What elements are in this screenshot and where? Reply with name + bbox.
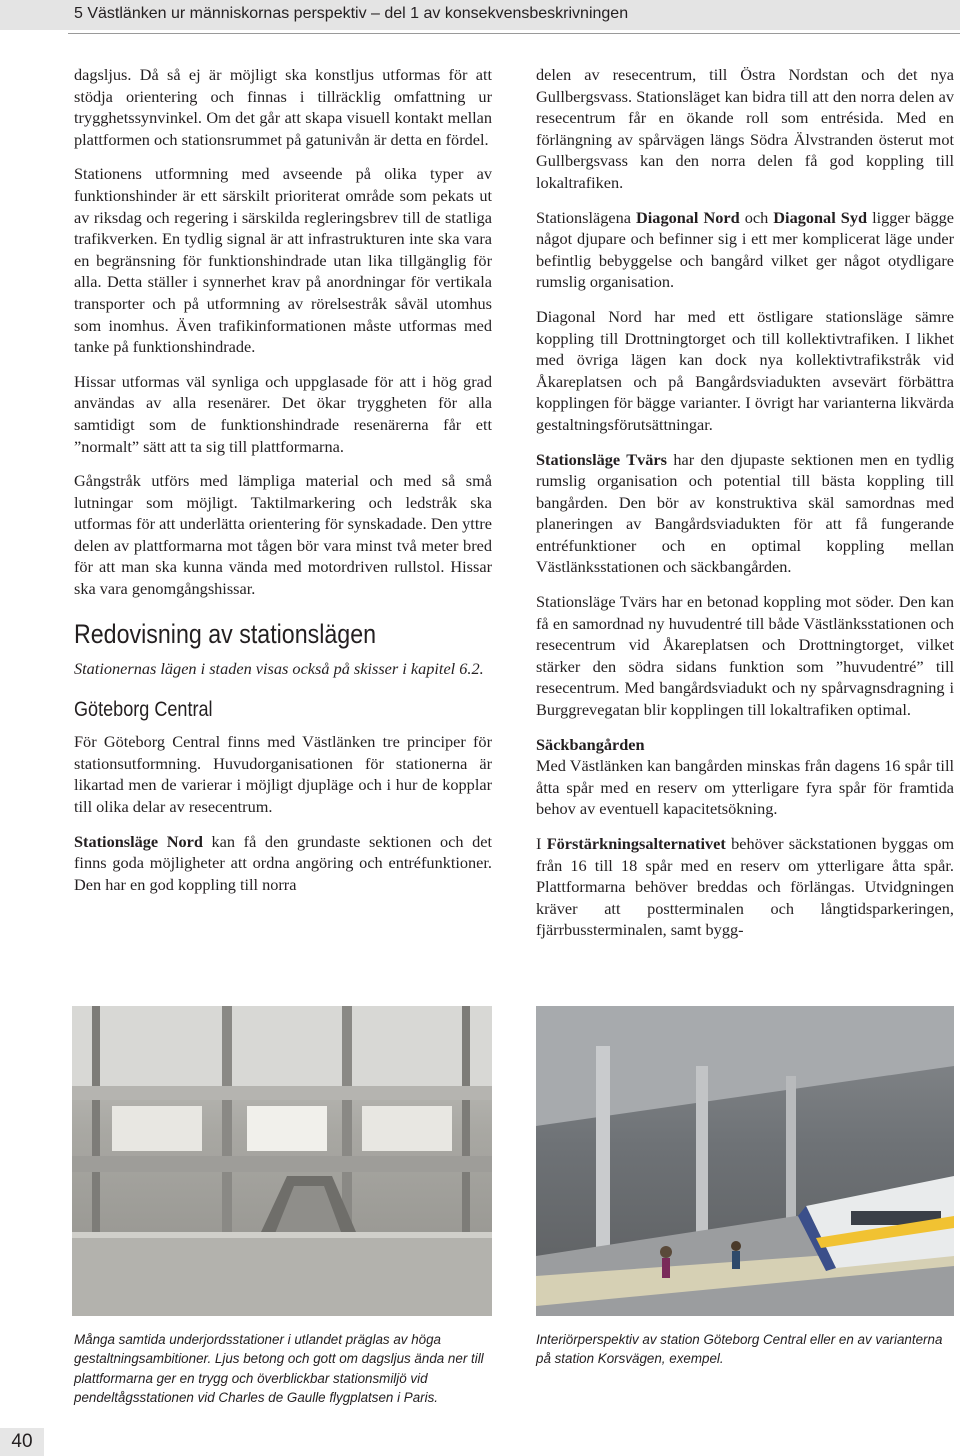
section-heading: Redovisning av stationslägen [74, 618, 377, 649]
bold-term: Stationsläge Nord [74, 831, 203, 851]
paragraph: För Göteborg Central finns med Västlänken tre principer för stationsutformning. Huvudorganisationen för stationerna är likartad men de varierar i möjligt djupläge och i hur de kopplar till olika delar av resecentrum. [74, 732, 492, 817]
station-photo-paris [72, 1006, 492, 1316]
paragraph: Gångstråk utförs med lämpliga material och med så små lutningar som möjligt. Taktilmarkering och ledstråk ska utformas för att underlätta orientering för synskadade. Den yttre delen av plattformarna mot tågen bör vara minst två meter bred för att man ska kunna vända med motordriven rullstol. Hissar ska vara genomgångshissar. [74, 471, 492, 599]
paragraph-text: kan få den grundaste sektionen och det finns goda möjligheter att ordna angöring och entréfunktioner. Den har en god koppling till norra [74, 831, 492, 894]
station-render-illustration [536, 1006, 954, 1316]
paragraph: dagsljus. Då så ej är möjligt ska konstljus utformas för att stödja orientering och finnas i tillräcklig omfattning ur trygghetssynvinkel. Om det går att skapa visuell kontakt mellan plattformen och stationsrummet på gatunivån är detta en fördel. [74, 65, 492, 149]
paragraph: Stationens utformning med avseende på olika typer av funktionshinder är ett särskilt prioriterat område som pekats ut av riksdag och regering i särskilda regleringsbrev till de statliga trafikverken. En tydlig signal är att infrastrukturen inte ska vara en begränsning för funktionshindrade utan lika tillgänglig för alla. Detta ställer i synnerhet krav på anordningar för vertikala transporter och på utformning av rörelsestråk såväl utomhus som inomhus. Även trafikinformationen måste utformas med tanke på funktionshindrade. [74, 164, 492, 357]
running-header-title: 5 Västlänken ur människornas perspektiv – del 1 av konsekvensbeskrivningen [74, 5, 629, 22]
paragraph-text: har den djupaste sektionen men en tydlig rumslig organisation och potential till bästa koppling till bangården. Den bör av konstruktiva skäl samordnas med planeringen av Bangårdsviadukten för att få fungerande entréfunktioner och en optimal koppling mellan Västlänksstationen och säckbangården. [536, 449, 955, 577]
paragraph: Stationsläge Tvärs har en betonad koppling mot söder. Den kan få en samordnad ny huvudentré till både Västlänksstationen och resecentrum vid Åkareplatsen och Drottningtorget, vilket stärker den södra sidans funktion som ”huvudentré” till resecentrum. Med bangårdsviadukt och ny spårvagnsdragning i Burggrevegatan blir kopplingen till lokaltrafiken optimal. [536, 592, 954, 720]
bold-term: Diagonal Syd [773, 207, 868, 227]
left-text-column [74, 64, 492, 895]
bold-term: Stationsläge Tvärs [536, 449, 667, 469]
bold-term: Förstärkningsalternativet [546, 834, 726, 853]
page-number: 40 [0, 1428, 44, 1456]
paragraph [74, 831, 492, 896]
subsection-heading: Säckbangården [536, 734, 645, 754]
paragraph-text: Stationslägena [536, 207, 637, 227]
photo-caption-right: Interiörperspektiv av station Göteborg Central eller en av varianterna på station Korsvägen, exempel. [536, 1332, 943, 1367]
station-photo-illustration [72, 1006, 492, 1316]
subsection-heading: Göteborg Central [74, 698, 213, 722]
paragraph: delen av resecentrum, till Östra Nordstan och det nya Gullbergsvass. Stationsläget kan bidra till att den norra delen av resecentrum får en ökande roll som entrésida. Med en förlängning av spårvägen längs Södra Älvstranden österut mot Gullbergsvass kan den norra delen få god koppling till lokaltrafiken. [536, 65, 954, 192]
paragraph [536, 207, 954, 293]
photo-caption-left: Många samtida underjordsstationer i utlandet präglas av höga gestaltningsambitioner. Ljus betong och gott om dagsljus ända ner till plattformarna ger en trygg och överblickbar stationsmiljö vid pendeltågsstationen vid Charles de Gaulle flygplatsen i Paris. [74, 1332, 484, 1406]
paragraph-text: ligger bägge något djupare och befinner sig i ett mer komplicerat läge under befintlig bebyggelse och bangård vilket ger något otydligare rumslig organisation. [536, 207, 954, 292]
right-text-column [536, 64, 954, 941]
paragraph-text: behöver säckstationen byggas om från 16 till 18 spår med en reserv om ytterligare åtta spår. Plattformarna behöver breddas och förlängas. Utvidgningen kräver att postterminalen och långtidsparkeringen, fjärrbussterminalen, samt bygg- [536, 834, 955, 940]
paragraph-text: och [739, 207, 774, 227]
station-render-goteborg [536, 1006, 954, 1316]
paragraph [536, 833, 954, 941]
paragraph: Med Västlänken kan bangården minskas från dagens 16 spår till åtta spår med en reserv om ytterligare fyra spår för framtida behov av eventuell kapacitetsökning. [536, 756, 954, 819]
paragraph [536, 449, 954, 579]
paragraph: Hissar utformas väl synliga och uppglasade för att i hög grad användas av alla resenärer. Det ökar tryggheten för alla samtidigt som de funktionshindrade resenärerna får ett ”normalt” sätt att ta sig till plattformarna. [74, 371, 492, 456]
header-divider [68, 33, 960, 34]
paragraph: Diagonal Nord har med ett östligare stationsläge sämre koppling till Drottningtorget och till kollektivtrafiken. I likhet med övriga lägen kan dock nya kollektivtrafikstråk vid Åkareplatsen och på Bangårdsviadukten avsevärt förbättra kopplingen för bägge varianter. I övrigt har varianterna likvärda gestaltningsförutsättningar. [536, 306, 954, 434]
bold-term: Diagonal Nord [636, 207, 740, 227]
paragraph-text: I [536, 834, 547, 853]
section-subtitle: Stationernas lägen i staden visas också på skisser i kapitel 6.2. [74, 658, 484, 678]
